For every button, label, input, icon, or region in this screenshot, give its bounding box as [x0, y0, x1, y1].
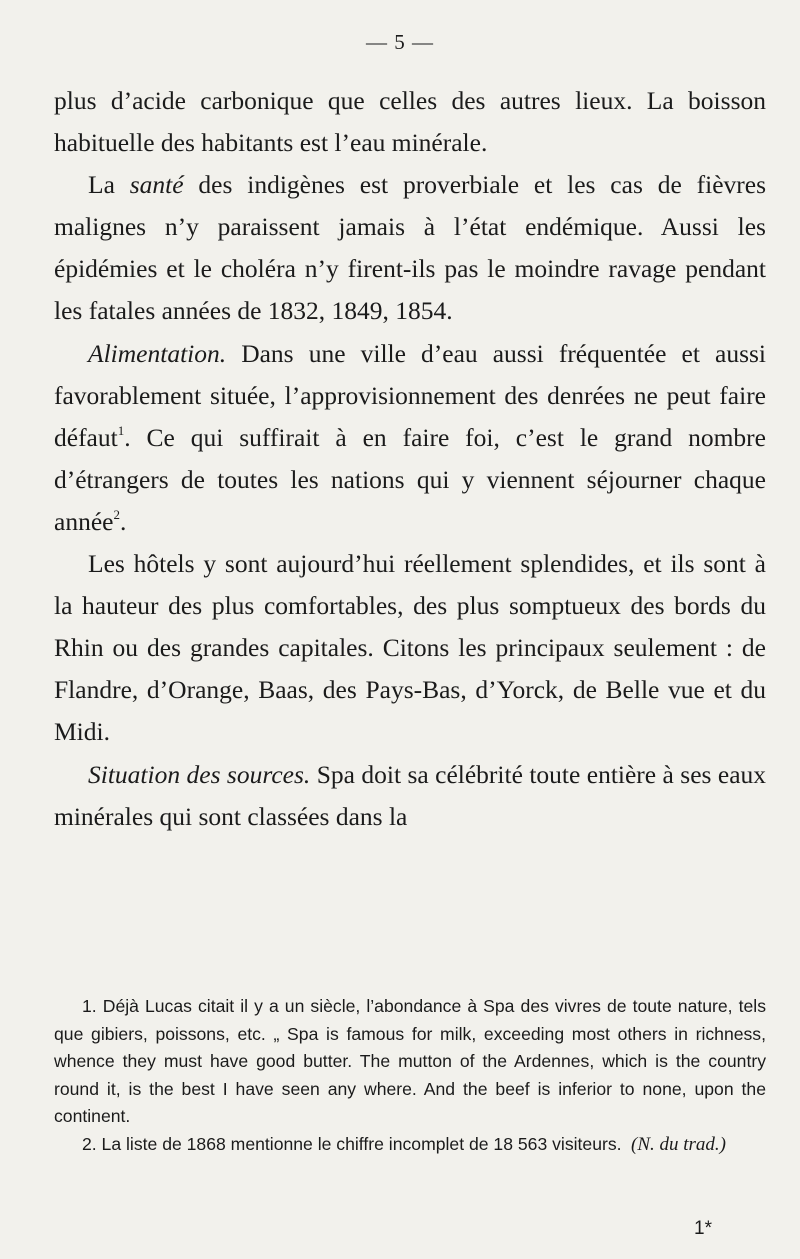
signature-mark: 1*: [694, 1218, 712, 1239]
paragraph-3: [54, 333, 766, 543]
paragraph-2-italic-term: santé: [129, 170, 184, 200]
paragraph-2-lead: La: [88, 170, 130, 200]
paragraph-5: [54, 754, 766, 838]
paragraph-3-text-b: . Ce qui suffirait à en faire foi, c’est le grand nombre d’étrangers de toutes les nations qui y viennent séjourner chaque année: [54, 422, 766, 536]
paragraph-3-text-c: .: [119, 506, 127, 536]
footnote-2-text: 2. La liste de 1868 mentionne le chiffre incomplet de 18 563 visiteurs.: [82, 1133, 622, 1154]
footnote-ref-2: 2: [113, 506, 120, 522]
paragraph-2-text: des indigènes est proverbiale et les cas de fièvres malignes n’y paraissent jamais à l’état endémique. Aussi les épidémies et le choléra n’y firent-ils pas le moindre ravage pendant les fatales années de 1832, 1849, 1854.: [54, 170, 766, 326]
footnote-ref-1: 1: [117, 422, 125, 438]
section-heading-alimentation: Alimentation.: [88, 338, 227, 368]
footnote-1-text: 1. Déjà Lucas citait il y a un siècle, l’abondance à Spa des vivres de toute nature, tels que gibiers, poissons, etc. „ Spa is famous for milk, exceeding most others in richness, whence they must have good butter. The mutton of the Ardennes, which is the country round it, is the best I have seen any where. And the beef is inferior to none, upon the continent.: [54, 996, 766, 1127]
footnote-1: [54, 993, 766, 1131]
paragraph-4-text: Les hôtels y sont aujourd’hui réellement splendides, et ils sont à la hauteur des plus comfortables, des plus somptueux des bords du Rhin ou des grandes capitales. Citons les principaux seulement : de Flandre, d’Orange, Baas, des Pays-Bas, d’Yorck, de Belle vue et du Midi.: [54, 549, 766, 747]
paragraph-1-text: plus d’acide carbonique que celles des autres lieux. La boisson habituelle des habitants est l’eau minérale.: [54, 86, 766, 158]
paragraph-5-text: Spa doit sa célébrité toute entière à ses eaux minérales qui sont classées dans la: [54, 759, 767, 831]
main-text: [54, 80, 766, 838]
page-number: — 5 —: [366, 30, 434, 54]
paragraph-4: [54, 543, 766, 753]
paragraph-3-text-a: Dans une ville d’eau aussi fréquentée et aussi favorablement située, l’approvisionnement des denrées ne peut faire défaut: [54, 338, 766, 452]
paragraph-1: [54, 80, 766, 164]
footnotes: [54, 993, 766, 1159]
footnote-attribution: (N. du trad.): [631, 1133, 726, 1155]
section-heading-situation: Situation des sources.: [88, 759, 311, 789]
paragraph-2: [54, 164, 766, 332]
